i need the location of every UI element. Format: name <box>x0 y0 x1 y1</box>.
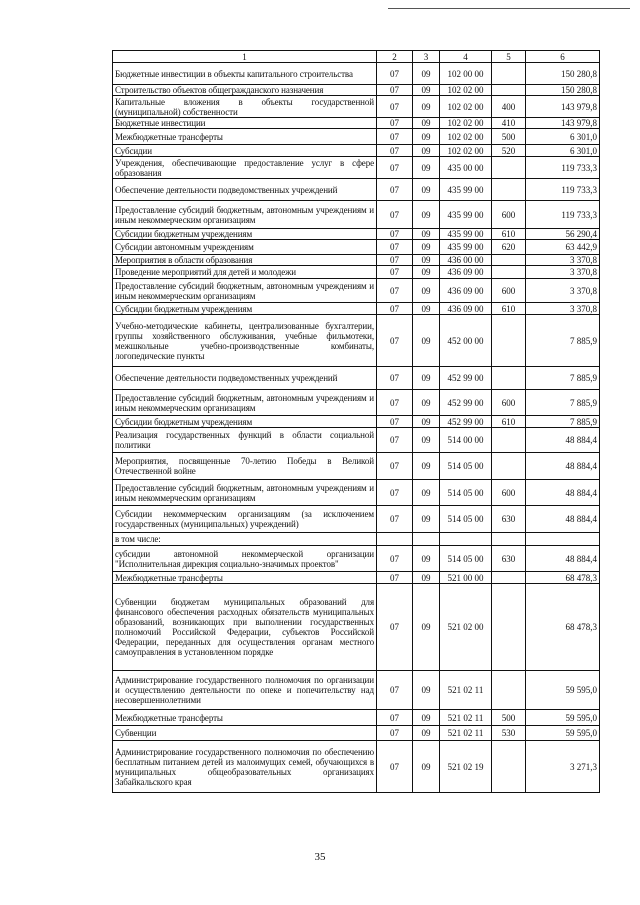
row-section: 07 <box>377 480 413 506</box>
row-subsection: 09 <box>413 546 440 572</box>
row-target-article: 521 02 11 <box>440 726 492 741</box>
row-amount: 59 595,0 <box>526 726 600 741</box>
col-header-expense-type: 5 <box>492 51 526 63</box>
row-section: 07 <box>377 428 413 453</box>
row-name: Проведение мероприятий для детей и молодежи <box>113 266 377 279</box>
row-name: Субсидии некоммерческим организациям (за исключением государственных (муниципальных) учреждений) <box>113 506 377 533</box>
row-expense-type: 630 <box>492 546 526 572</box>
row-expense-type <box>492 741 526 793</box>
table-row <box>113 240 600 255</box>
row-amount: 7 885,9 <box>526 315 600 367</box>
row-expense-type: 620 <box>492 240 526 255</box>
row-subsection: 09 <box>413 85 440 96</box>
row-expense-type <box>492 428 526 453</box>
table-row <box>113 584 600 671</box>
row-amount: 48 884,4 <box>526 546 600 572</box>
table-row <box>113 726 600 741</box>
row-target-article: 452 99 00 <box>440 367 492 390</box>
row-name: Мероприятия в области образования <box>113 255 377 266</box>
row-section: 07 <box>377 506 413 533</box>
row-target-article: 102 00 00 <box>440 63 492 85</box>
row-amount: 3 271,3 <box>526 741 600 793</box>
row-name: Мероприятия, посвященные 70-летию Победы в Великой Отечественной войне <box>113 453 377 480</box>
row-section: 07 <box>377 240 413 255</box>
table-row <box>113 118 600 129</box>
col-header-section: 2 <box>377 51 413 63</box>
row-amount: 7 885,9 <box>526 367 600 390</box>
row-subsection: 09 <box>413 710 440 726</box>
row-name: Субсидии <box>113 145 377 157</box>
row-section: 07 <box>377 118 413 129</box>
row-name: Субсидии бюджетным учреждениям <box>113 303 377 315</box>
row-section: 07 <box>377 572 413 584</box>
row-subsection: 09 <box>413 671 440 710</box>
row-target-article: 102 02 00 <box>440 85 492 96</box>
table-row <box>113 546 600 572</box>
row-name: Межбюджетные трансферты <box>113 572 377 584</box>
row-expense-type: 610 <box>492 416 526 428</box>
row-section: 07 <box>377 453 413 480</box>
row-amount: 143 979,8 <box>526 118 600 129</box>
table-row <box>113 255 600 266</box>
row-subsection: 09 <box>413 201 440 229</box>
row-subsection: 09 <box>413 229 440 240</box>
row-name: Учебно-методические кабинеты, централизованные бухгалтерии, группы хозяйственного обслуживания, учебные фильмотеки, межшкольные учебно-производственные комбинаты, логопедические пункты <box>113 315 377 367</box>
row-amount: 59 595,0 <box>526 710 600 726</box>
row-target-article: 452 00 00 <box>440 315 492 367</box>
row-section: 07 <box>377 157 413 179</box>
row-amount: 3 370,8 <box>526 266 600 279</box>
row-name: Администрирование государственного полномочия по организации и осуществлению деятельности по опеке и попечительству над несовершеннолетними <box>113 671 377 710</box>
row-amount: 119 733,3 <box>526 201 600 229</box>
table-row <box>113 671 600 710</box>
row-subsection: 09 <box>413 584 440 671</box>
row-amount: 6 301,0 <box>526 129 600 145</box>
row-subsection: 09 <box>413 129 440 145</box>
row-section: 07 <box>377 201 413 229</box>
row-expense-type: 600 <box>492 201 526 229</box>
row-subsection <box>413 533 440 546</box>
row-name: Предоставление субсидий бюджетным, автономным учреждениям и иным некоммерческим организациям <box>113 480 377 506</box>
row-name: Предоставление субсидий бюджетным, автономным учреждениям и иным некоммерческим организациям <box>113 201 377 229</box>
row-name: Субсидии бюджетным учреждениям <box>113 229 377 240</box>
row-name: Бюджетные инвестиции <box>113 118 377 129</box>
row-subsection: 09 <box>413 279 440 303</box>
page-number: 35 <box>314 851 326 863</box>
table-row <box>113 303 600 315</box>
row-target-article: 521 00 00 <box>440 572 492 584</box>
row-name: Межбюджетные трансферты <box>113 710 377 726</box>
row-expense-type: 410 <box>492 118 526 129</box>
row-section: 07 <box>377 546 413 572</box>
row-section: 07 <box>377 145 413 157</box>
row-expense-type: 630 <box>492 506 526 533</box>
table-row <box>113 480 600 506</box>
row-name: Межбюджетные трансферты <box>113 129 377 145</box>
row-expense-type: 610 <box>492 229 526 240</box>
row-subsection: 09 <box>413 303 440 315</box>
row-subsection: 09 <box>413 572 440 584</box>
row-subsection: 09 <box>413 63 440 85</box>
row-target-article: 435 99 00 <box>440 201 492 229</box>
row-target-article: 436 09 00 <box>440 279 492 303</box>
row-name: Предоставление субсидий бюджетным, автономным учреждениям и иным некоммерческим организациям <box>113 279 377 303</box>
row-expense-type: 400 <box>492 96 526 118</box>
row-expense-type: 500 <box>492 129 526 145</box>
table-row <box>113 741 600 793</box>
row-expense-type <box>492 85 526 96</box>
row-expense-type <box>492 453 526 480</box>
row-subsection: 09 <box>413 741 440 793</box>
row-subsection: 09 <box>413 416 440 428</box>
row-expense-type <box>492 572 526 584</box>
row-target-article: 435 99 00 <box>440 179 492 201</box>
table-row <box>113 453 600 480</box>
row-amount: 3 370,8 <box>526 303 600 315</box>
row-section: 07 <box>377 390 413 416</box>
row-subsection: 09 <box>413 506 440 533</box>
table-row <box>113 179 600 201</box>
row-amount: 6 301,0 <box>526 145 600 157</box>
row-section: 07 <box>377 726 413 741</box>
row-amount: 48 884,4 <box>526 480 600 506</box>
row-subsection: 09 <box>413 96 440 118</box>
row-target-article: 514 05 00 <box>440 506 492 533</box>
row-section: 07 <box>377 741 413 793</box>
row-amount: 119 733,3 <box>526 179 600 201</box>
row-amount: 143 979,8 <box>526 96 600 118</box>
row-target-article: 514 05 00 <box>440 480 492 506</box>
row-section: 07 <box>377 63 413 85</box>
table-row <box>113 710 600 726</box>
row-subsection: 09 <box>413 367 440 390</box>
row-section: 07 <box>377 129 413 145</box>
row-amount: 59 595,0 <box>526 671 600 710</box>
row-expense-type <box>492 671 526 710</box>
row-expense-type <box>492 255 526 266</box>
row-target-article: 435 99 00 <box>440 240 492 255</box>
row-name: Субвенции <box>113 726 377 741</box>
row-amount: 7 885,9 <box>526 390 600 416</box>
row-section: 07 <box>377 179 413 201</box>
row-target-article: 435 00 00 <box>440 157 492 179</box>
table-row <box>113 428 600 453</box>
row-name: Строительство объектов общегражданского назначения <box>113 85 377 96</box>
row-section: 07 <box>377 315 413 367</box>
row-name: Обеспечение деятельности подведомственных учреждений <box>113 367 377 390</box>
row-amount <box>526 533 600 546</box>
row-target-article: 436 00 00 <box>440 255 492 266</box>
row-target-article: 452 99 00 <box>440 390 492 416</box>
row-section: 07 <box>377 279 413 303</box>
row-amount: 48 884,4 <box>526 506 600 533</box>
row-subsection: 09 <box>413 179 440 201</box>
row-expense-type <box>492 315 526 367</box>
row-expense-type: 530 <box>492 726 526 741</box>
row-amount: 150 280,8 <box>526 85 600 96</box>
header-row <box>113 51 600 63</box>
row-amount: 119 733,3 <box>526 157 600 179</box>
row-target-article: 102 02 00 <box>440 145 492 157</box>
row-target-article <box>440 533 492 546</box>
table-row <box>113 63 600 85</box>
row-subsection: 09 <box>413 726 440 741</box>
col-header-name: 1 <box>113 51 377 63</box>
table-row <box>113 416 600 428</box>
row-name: Капитальные вложения в объекты государственной (муниципальной) собственности <box>113 96 377 118</box>
row-name: Администрирование государственного полномочия по обеспечению бесплатным питанием детей из малоимущих семей, обучающихся в муниципальных общеобразовательных организациях Забайкальского края <box>113 741 377 793</box>
row-target-article: 436 09 00 <box>440 266 492 279</box>
table-row <box>113 229 600 240</box>
row-expense-type <box>492 63 526 85</box>
row-section: 07 <box>377 255 413 266</box>
row-section: 07 <box>377 85 413 96</box>
table-row <box>113 533 600 546</box>
row-amount: 56 290,4 <box>526 229 600 240</box>
row-target-article: 102 02 00 <box>440 96 492 118</box>
row-subsection: 09 <box>413 145 440 157</box>
row-expense-type: 600 <box>492 480 526 506</box>
row-name: Бюджетные инвестиции в объекты капитального строительства <box>113 63 377 85</box>
row-name: Реализация государственных функций в области социальной политики <box>113 428 377 453</box>
row-amount: 3 370,8 <box>526 255 600 266</box>
row-subsection: 09 <box>413 453 440 480</box>
table-row <box>113 96 600 118</box>
row-expense-type <box>492 157 526 179</box>
row-amount: 48 884,4 <box>526 453 600 480</box>
row-section: 07 <box>377 671 413 710</box>
row-amount: 48 884,4 <box>526 428 600 453</box>
row-name: Субсидии бюджетным учреждениям <box>113 416 377 428</box>
row-section: 07 <box>377 96 413 118</box>
table-row <box>113 367 600 390</box>
row-section: 07 <box>377 416 413 428</box>
row-amount: 3 370,8 <box>526 279 600 303</box>
row-target-article: 102 02 00 <box>440 118 492 129</box>
row-target-article: 521 02 00 <box>440 584 492 671</box>
table-row <box>113 85 600 96</box>
row-subsection: 09 <box>413 480 440 506</box>
budget-table <box>112 50 600 793</box>
col-header-amount: 6 <box>526 51 600 63</box>
row-expense-type: 500 <box>492 710 526 726</box>
row-expense-type: 520 <box>492 145 526 157</box>
row-subsection: 09 <box>413 240 440 255</box>
row-target-article: 521 02 19 <box>440 741 492 793</box>
row-subsection: 09 <box>413 428 440 453</box>
row-expense-type <box>492 266 526 279</box>
row-name: Обеспечение деятельности подведомственных учреждений <box>113 179 377 201</box>
row-subsection: 09 <box>413 255 440 266</box>
table-row <box>113 145 600 157</box>
table-row <box>113 572 600 584</box>
row-amount: 68 478,3 <box>526 584 600 671</box>
row-amount: 68 478,3 <box>526 572 600 584</box>
row-target-article: 514 05 00 <box>440 546 492 572</box>
row-amount: 150 280,8 <box>526 63 600 85</box>
table-row <box>113 390 600 416</box>
row-subsection: 09 <box>413 315 440 367</box>
row-subsection: 09 <box>413 118 440 129</box>
table-row <box>113 315 600 367</box>
row-section: 07 <box>377 229 413 240</box>
row-section <box>377 533 413 546</box>
row-expense-type: 600 <box>492 390 526 416</box>
row-name: Субсидии автономным учреждениям <box>113 240 377 255</box>
top-rule <box>388 8 630 9</box>
row-subsection: 09 <box>413 390 440 416</box>
row-expense-type: 600 <box>492 279 526 303</box>
row-amount: 63 442,9 <box>526 240 600 255</box>
row-target-article: 436 09 00 <box>440 303 492 315</box>
row-name: Субвенции бюджетам муниципальных образований для финансового обеспечения расходных обязательств муниципальных образований, возникающих при выполнении государственных полномочий Российской Федерации, субъектов Российской Федерации, переданных для осуществления органам местного самоуправления в установленном порядке <box>113 584 377 671</box>
row-expense-type <box>492 584 526 671</box>
row-subsection: 09 <box>413 157 440 179</box>
row-name: в том числе: <box>113 533 377 546</box>
table-row <box>113 201 600 229</box>
table-row <box>113 279 600 303</box>
row-expense-type <box>492 533 526 546</box>
row-target-article: 514 00 00 <box>440 428 492 453</box>
col-header-target-article: 4 <box>440 51 492 63</box>
col-header-subsection: 3 <box>413 51 440 63</box>
row-section: 07 <box>377 266 413 279</box>
row-expense-type <box>492 179 526 201</box>
row-target-article: 102 02 00 <box>440 129 492 145</box>
row-section: 07 <box>377 367 413 390</box>
row-section: 07 <box>377 303 413 315</box>
row-subsection: 09 <box>413 266 440 279</box>
row-amount: 7 885,9 <box>526 416 600 428</box>
table-row <box>113 506 600 533</box>
row-target-article: 452 99 00 <box>440 416 492 428</box>
row-section: 07 <box>377 710 413 726</box>
row-target-article: 514 05 00 <box>440 453 492 480</box>
table-row <box>113 157 600 179</box>
row-name: субсидии автономной некоммерческой организации "Исполнительная дирекция социально-значимых проектов" <box>113 546 377 572</box>
row-section: 07 <box>377 584 413 671</box>
row-name: Предоставление субсидий бюджетным, автономным учреждениям и иным некоммерческим организациям <box>113 390 377 416</box>
row-expense-type: 610 <box>492 303 526 315</box>
row-target-article: 521 02 11 <box>440 710 492 726</box>
row-target-article: 521 02 11 <box>440 671 492 710</box>
table-row <box>113 129 600 145</box>
row-name: Учреждения, обеспечивающие предоставление услуг в сфере образования <box>113 157 377 179</box>
row-expense-type <box>492 367 526 390</box>
row-target-article: 435 99 00 <box>440 229 492 240</box>
table-row <box>113 266 600 279</box>
